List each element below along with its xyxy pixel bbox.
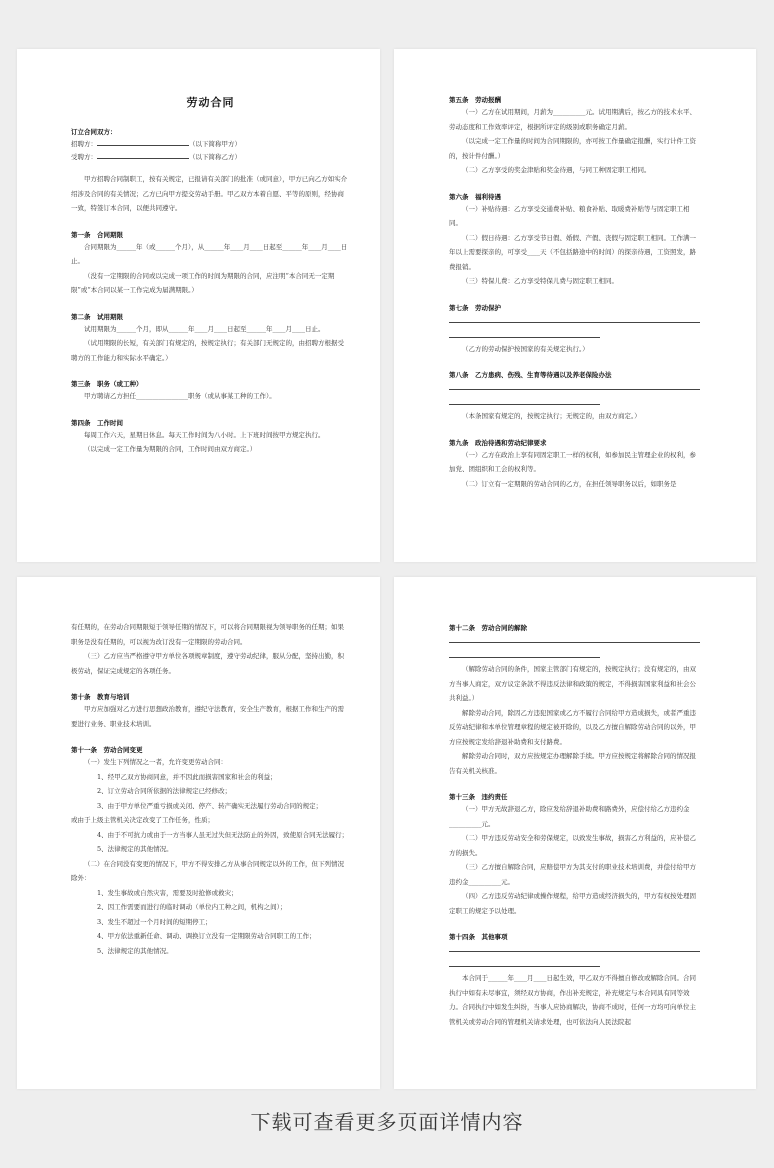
article-11-line: 2、因工作需要而进行的临时调动（单位内工种之间，机构之间）；: [97, 903, 287, 911]
article-12-note: （解除劳动合同的条件，国家主管部门有规定的，按规定执行；没有规定的，由双方当事人商定，双方议定条款不得违反法律和政策的规定，不得损害国家利益和社会公共利益。）: [449, 665, 696, 702]
article-11-line: 3、发生不超过一个月时间的短期停工；: [97, 917, 212, 926]
document-page-3: [17, 577, 380, 1089]
fill-line: [449, 942, 700, 952]
article-11-line: （一）发生下列情况之一者，允许变更劳动合同：: [84, 758, 227, 766]
article-9-text-2: （二）订立有一定期限的劳动合同的乙方，在担任领导职务以后，如职务是: [462, 479, 677, 488]
article-2-title: 第二条 试用期限: [71, 312, 123, 321]
article-8-note: （本条国家有规定的，按规定执行；无规定的，由双方商定。）: [462, 412, 641, 420]
article-13-text-2: （二）甲方违反劳动安全和劳保规定，以致发生事故，损害乙方利益的，应补偿乙方的损失。: [449, 834, 696, 857]
fill-line: [449, 957, 600, 967]
article-11-line: 4、甲方依法重新任命、调动、调换订立没有一定期限劳动合同职工的工作；: [97, 932, 316, 940]
article-1-note: （没有一定期限的合同或以完成一项工作的时间为期限的合同，应注明“本合同无一定期限”或“本合同以某一工作完成为届满期限。）: [71, 271, 335, 294]
article-13-title: 第十三条 违约责任: [449, 793, 508, 801]
document-page-2: [394, 49, 756, 562]
article-12-text-1: 解除劳动合同，除因乙方违犯国家或乙方不履行合同给甲方造成损失，或者严重违反劳动纪律和本单位管理章程的规定被开除的，以及乙方擅自解除劳动合同的以外，甲方应按规定发给辞退补助费和支付路费。: [449, 708, 696, 746]
article-2-text: 试用期限为______个月，即从______年____月____日起至______年____月____日止。: [84, 324, 325, 333]
contract-title: 劳动合同: [186, 96, 235, 109]
fill-line: [449, 633, 700, 643]
parties-heading: 订立合同双方：: [71, 128, 117, 136]
intro-paragraph: 甲方招聘合同制职工，按有关规定，已报请有关部门的批准（或同意），甲方已向乙方如实介绍涉及合同的有关情况；乙方已向甲方提交劳动手册。甲乙双方本着自愿、平等的原则，经协商一致，特签订本合同，以便共同遵守。: [71, 175, 348, 212]
download-more-prompt[interactable]: 下载可查看更多页面详情内容: [250, 1110, 524, 1134]
article-13-text-3: （三）乙方擅自解除合同，应赔偿甲方为其支付的职业技术培训费，并偿付给甲方违约金__________元。: [449, 863, 696, 886]
article-10-text: 甲方应加强对乙方进行思想政治教育，遵纪守法教育，安全生产教育，根据工作和生产的需要进行业务、职业技术培训。: [71, 705, 344, 728]
article-4-text: 每周工作六天，星期日休息。每天工作时间为八小时。上下班时间按甲方规定执行。: [84, 430, 325, 439]
article-6-text-1: （一）补贴待遇：乙方享受交通费补贴、粮食补贴、取暖费补贴等与固定职工相同。: [449, 204, 690, 227]
article-10-title: 第十条 教育与培训: [71, 693, 130, 701]
article-6-title: 第六条 福利待遇: [449, 192, 501, 201]
article-1-title: 第一条 合同期限: [71, 230, 123, 239]
article-7-note: （乙方的劳动保护按国家的有关规定执行。）: [462, 344, 589, 353]
document-page-1: [17, 49, 380, 562]
employee-line: 受聘方： （以下简称乙方）: [71, 152, 241, 161]
article-3-title: 第三条 职务（或工种）: [71, 380, 143, 388]
article-11-line: 或由于上级主管机关决定改变了工作任务，性质；: [71, 816, 214, 824]
article-11-line: 5、法律规定的其他情况。: [97, 845, 173, 853]
article-11-line: 1、发生事故或自然灾害，需要及时抢修或救灾；: [97, 888, 238, 897]
article-14-title: 第十四条 其他事项: [449, 933, 508, 941]
article-2-note: （试用期限的长短，有关部门有规定的，按规定执行；有关部门无规定的，由招聘方根据受聘方的工作能力和实际水平确定。）: [71, 339, 344, 362]
article-5-title: 第五条 劳动报酬: [449, 96, 501, 104]
article-6-text-2: （二）假日待遇：乙方享受节日假、婚假、产假、丧假与固定职工相同。工作满一年以上需要探亲的，可享受____天（不包括路途中的时间）的探亲待遇，工资照发，路费报销。: [449, 233, 696, 271]
article-6-text-3: （三）特保儿费：乙方享受特保儿费与固定职工相同。: [462, 277, 618, 285]
employer-line: 招聘方： （以下简称甲方）: [71, 140, 241, 148]
article-9-text-1: （一）乙方在政治上享有同固定职工一样的权利，如参加民主管理企业的权利，参加党、团组织和工会的权利等。: [449, 450, 696, 473]
article-3-text: 甲方聘请乙方担任________________职务（或从事某工种的工作）。: [84, 392, 276, 400]
article-12-title: 第十二条 劳动合同的解除: [449, 624, 527, 632]
continued-text-1: 有任期的，在劳动合同期限短于领导任期的情况下，可以将合同期限视为领导职务的任期；如果职务是没有任期的，可以视为改订没有一定期限的劳动合同。: [71, 623, 344, 646]
article-13-text-1: （一）甲方无故辞退乙方，除应发给辞退补助费和路费外，应偿付给乙方违约金__________元。: [449, 805, 690, 828]
continued-text-2: （三）乙方应当严格遵守甲方单位各项规章制度，遵守劳动纪律，服从分配，坚持出勤，积极劳动，保证完成规定的各项任务。: [71, 652, 344, 675]
article-4-title: 第四条 工作时间: [71, 418, 123, 427]
article-12-text-2: 解除劳动合同时，双方应按规定办理解除手续。甲方应按规定将解除合同的情况报告有关机关核准。: [449, 752, 696, 775]
article-4-note: （以完成一定工作量为期限的合同，工作时间由双方商定。）: [84, 445, 257, 453]
article-7-title: 第七条 劳动保护: [449, 303, 501, 312]
article-11-line: 2、订立劳动合同所依据的法律规定已经修改；: [97, 787, 232, 795]
article-11-line: 3、由于甲方单位严重亏损或关闭、停产、转产确实无法履行劳动合同的规定；: [97, 801, 323, 810]
article-13-text-4: （四）乙方违反劳动纪律或操作规程，给甲方造成经济损失的，甲方有权按处理固定职工的规定予以处理。: [449, 892, 696, 915]
fill-line: [449, 648, 600, 658]
article-14-text: 本合同于______年____月____日起生效，甲乙双方不得擅自修改或解除合同。合同执行中如有未尽事宜，须经双方协商，作出补充规定，补充规定与本合同具有同等效力。合同执行中如发生纠纷，当事人应协商解决，协商不成时，任何一方均可向单位主管机关或劳动合同的管理机关请求处理，也可依法向人民法院起: [449, 974, 696, 1026]
article-1-text: 合同期限为______年（或______个月），从______年____月____日起至______年____月____日止。: [71, 242, 348, 265]
article-9-title: 第九条 政治待遇和劳动纪律要求: [449, 438, 547, 447]
article-8-title: 第八条 乙方患病、伤残、生育等待遇以及养老保险办法: [449, 371, 612, 379]
article-11-line: 5、法律规定的其他情况。: [97, 946, 173, 955]
fill-line: [449, 313, 700, 323]
article-11-title: 第十一条 劳动合同变更: [71, 746, 143, 754]
document-page-4: [394, 577, 756, 1089]
article-5-text-2: （以完成一定工作量的时间为合同期限的，亦可按工作量确定报酬，实行计件工资的，按计件付酬。）: [449, 137, 696, 160]
fill-line: [449, 328, 600, 338]
article-11-line: （二）在合同没有变更的情况下，甲方不得安排乙方从事合同规定以外的工作，但下列情况除外：: [71, 859, 344, 882]
article-5-text-3: （二）乙方享受的奖金津贴和奖金待遇，与同工种固定职工相同。: [462, 166, 651, 174]
fill-line: [449, 395, 600, 405]
article-5-text-1: （一）乙方在试用期间，月薪为__________元。试用期满后，按乙方的技术水平、劳动态度和工作效率评定，根据所评定的级别或职务确定月薪。: [449, 108, 696, 131]
article-11-line: 1、经甲乙双方协商同意，并不因此而损害国家和社会的利益；: [97, 772, 277, 781]
article-11-line: 4、由于不可抗力或由于一方当事人虽无过失但无法防止的外因，致使原合同无法履行；: [97, 830, 349, 839]
fill-line: [449, 380, 700, 390]
